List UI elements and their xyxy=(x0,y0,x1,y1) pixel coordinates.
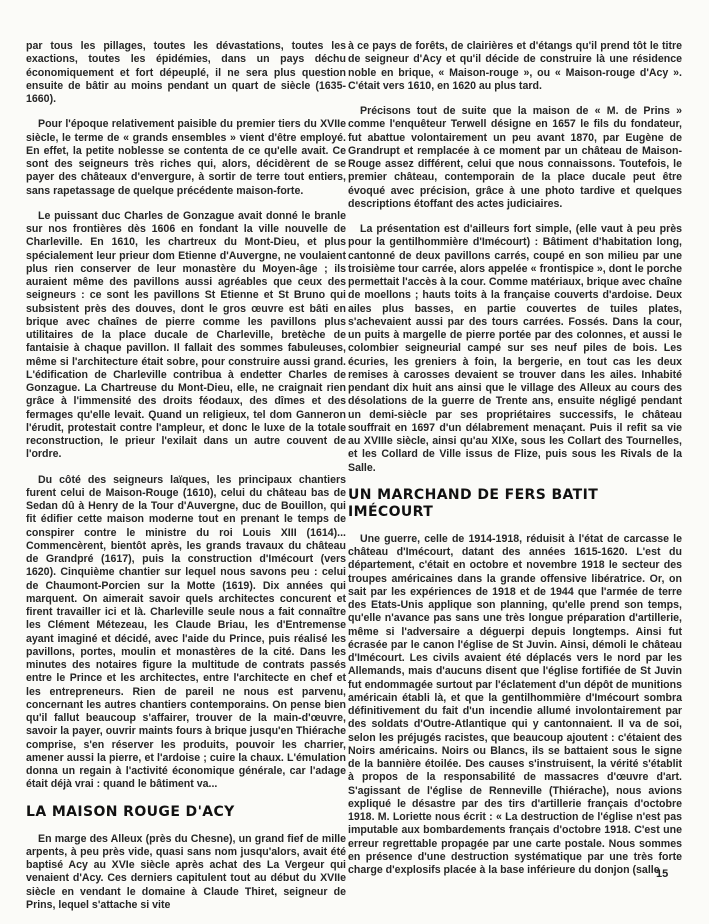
section-heading: UN MARCHAND DE FERS BATIT IMÉCOURT xyxy=(348,486,599,520)
paragraph: à ce pays de forêts, de clairières et d'étangs qu'il prend tôt le titre de seigneur d'Acy et qu'il décide de construire là une résidence noble en brique, « Maison-rouge », ou « Maison-rouge d'Acy ». C'était vers 1610, en 1620 au plus tard. xyxy=(348,40,682,92)
left-column xyxy=(26,40,346,924)
paragraph: Pour l'époque relativement paisible du premier tiers du XVIIe siècle, le terme de « grands ensembles » vient d'être employé. En effet, la petite noblesse se contenta de ce qu'elle avait. Ce sont des seigneurs très riches qui, alors, décidèrent de se payer des châteaux d'envergure, à sortir de terre tout entiers, sans rapetassage de quelque précédente maison-forte. xyxy=(26,118,346,197)
right-column xyxy=(348,40,682,889)
section-heading: LA MAISON ROUGE D'ACY xyxy=(26,803,235,820)
paragraph: Précisons tout de suite que la maison de « M. de Prins » comme l'enquêteur Terwell désigne en 1657 le fils du fondateur, fut abattue volontairement un peu avant 1870, par Eugène de Grandrupt et remplacée à ce moment par un château de Maison-Rouge assez différent, celui que nous connaissons. Toutefois, le premier château, contemporain de la place ducale peut être évoqué avec précision, grâce à une photo tardive et quelques descriptions étoffant des actes judiciaires. xyxy=(348,105,682,210)
paragraph: par tous les pillages, toutes les dévastations, toutes les exactions, toutes les épidémies, dans un pays déchu économiquement et fort dépeuplé, il ne sera plus question ensuite de bâtir au moins pendant un quart de siècle (1635-1660). xyxy=(26,40,346,105)
page-number: 15 xyxy=(656,868,669,880)
paragraph: Du côté des seigneurs laïques, les principaux chantiers furent celui de Maison-Rouge (1610), celui du château bas de Sedan dû à Henry de la Tour d'Auvergne, duc de Bouillon, qui fit édifier cette maison moderne tout en prenant le temps de conspirer contre le ministre du roi Louis XIII (1614)... Commencèrent, bientôt après, les grands travaux du château de Grandpré (1617), puis la construction d'Imécourt (vers 1620). Cinquième chantier sur lequel nous savons peu : celui de Chaumont-Porcien sur la Motte (1619). Dix années qui marquent. On aimerait savoir quels architectes concurent et firent travailler ici et là. Charleville seule nous a fait connaître les Clément Métezeau, les Claude Briau, les d'Entremense ayant imaginé et décidé, avec l'aide du Prince, puis réalisé les pavillons, portes, moulin et monastères de la cité. Dans les minutes des notaires figure la multitude de contrats passés entre le Prince et les architectes, entre l'architecte en chef et les entrepreneurs. Rien de pareil ne nous est parvenu, concernant les autres chantiers contemporains. On pense bien qu'il fallut beaucoup s'affairer, trouver de la main-d'œuvre, savoir la payer, ouvrir maints fours à brique jusqu'en Thiérache comprise, s'en réserver les produits, pouvoir les charrier, amener aussi la pierre, et l'ardoise ; cuire la chaux. L'émulation donna un regain à l'activité économique générale, car l'adage était déjà vrai : quand le bâtiment va... xyxy=(26,473,346,791)
paragraph: La présentation est d'ailleurs fort simple, (elle vaut à peu près pour la gentilhommière d'Imécourt) : Bâtiment d'habitation long, cantonné de deux pavillons carrés, coupé en son milieu par une troisième tour carrée, alors appelée « frontispice », dont le porche permettait l'accès à la cour. Comme matériaux, brique avec chaîne de moellons ; hauts toits à la française couverts d'ardoise. Deux ailes plus basses, en partie couvertes de tuiles plates, s'achevaient aussi par des tours carrées. Fossés. Dans la cour, un puits à margelle de pierre portée par des colonnes, et aussi le colombier seigneurial campé sur ses neuf piles de bois. Les écuries, les greniers à foin, la bergerie, en tout cas les deux remises à carosses devaient se trouver dans les ailes. Inhabité pendant dix huit ans ainsi que le village des Alleux au cours des désolations de la guerre de Trente ans, ensuite négligé pendant un demi-siècle par ses propriétaires successifs, le château souffrait en 1697 d'un délabrement menaçant. Puis il refit sa vie au XVIIIe siècle, ainsi qu'au XIXe, sous les Collart des Tournelles, et les Collard de Ville issus de Flize, puis sous les Rivals de la Salle. xyxy=(348,223,683,474)
paragraph: Une guerre, celle de 1914-1918, réduisit à l'état de carcasse le château d'Imécourt, datant des années 1615-1620. L'est du département, c'était en octobre et novembre 1918 le secteur des troupes américaines dans la grande offensive libératrice. Or, on sait par les expériences de 1918 et de 1944 que l'armée de terre des Etats-Unis applique son planning, qu'elle prend son temps, qu'elle n'avance pas sans une très longue préparation d'artillerie, même si l'adversaire a déguerpi depuis longtemps. Ainsi fut écrasée par le canon l'église de St Juvin. Ainsi, démoli le château d'Imécourt. Les civils avaient été déplacés vers le nord par les Allemands, mais d'aucuns disent que l'église fortifiée de St Juvin fut endommagée surtout par l'éclatement d'un dépôt de munitions américain établi là, et que la gentilhommière d'Imécourt sombra définitivement du fait d'un incendie allumé involontairement par des soldats d'Outre-Atlantique qui y cantonnaient. Il va de soi, selon les préjugés racistes, que beaucoup ajoutent : c'étaient des Noirs américains. Noirs ou Blancs, ils se battaient sous le signe de la bannière étoilée. Des causes s'instruisent, la vérité s'établit à propos de la responsabilité de massacres d'œuvre d'art. S'agissant de l'église de Renneville (Thiérache), nous avions expliqué le désastre par des tirs d'artillerie français d'octobre 1918. M. Loriette nous écrit : « La destruction de l'église n'est pas imputable aux bombardements français d'octobre 1918. C'est une erreur regrettable propagée par une carte postale. Nous sommes en présence d'une destruction systématique par une très forte charge d'explosifs placée à la base inférieure du donjon (salle xyxy=(348,532,682,876)
paragraph: Le puissant duc Charles de Gonzague avait donné le branle sur nos frontières dès 1606 en fondant la ville nouvelle de Charleville. En 1610, les chartreux du Mont-Dieu, et plus spécialement leur prieur dom Etienne d'Auvergne, ne voulaient plus rien conserver de leur monastère du Moyen-âge ; ils auraient même des pavillons aussi agréables que ceux des seigneurs : ce sont les pavillons St Etienne et St Bruno qui subsistent près des douves, dont le gros œuvre est bâti en brique avec chaînes de pierre comme les pavillons plus utilitaires de la place ducale de Charleville, bretèche de fantaisie à chaque pavillon. Il fallait des sommes fabuleuses, même si l'architecture était sobre, pour construire aussi grand. L'édification de Charleville contribua à endetter Charles de Gonzague. La Chartreuse du Mont-Dieu, elle, ne craignait rien grâce à l'immensité des droits féodaux, des dîmes et des fermages qu'elle levait. Quand un religieux, tel dom Ganneron l'érudit, protestait contre l'ampleur, et donc le luxe de la totale reconstruction, le prieur l'exilait dans un autre couvent de l'ordre. xyxy=(26,209,346,461)
paragraph: En marge des Alleux (près du Chesne), un grand fief de mille arpents, à peu près vide, quasi sans nom jusqu'alors, avait été baptisé Acy au XVIe siècle après achat des La Vergeur qui venaient d'Acy. Ces derniers capitulent tout au début du XVIIe siècle en vendant le domaine à Claude Thiret, seigneur de Prins, lequel s'attache si vite xyxy=(26,832,346,911)
